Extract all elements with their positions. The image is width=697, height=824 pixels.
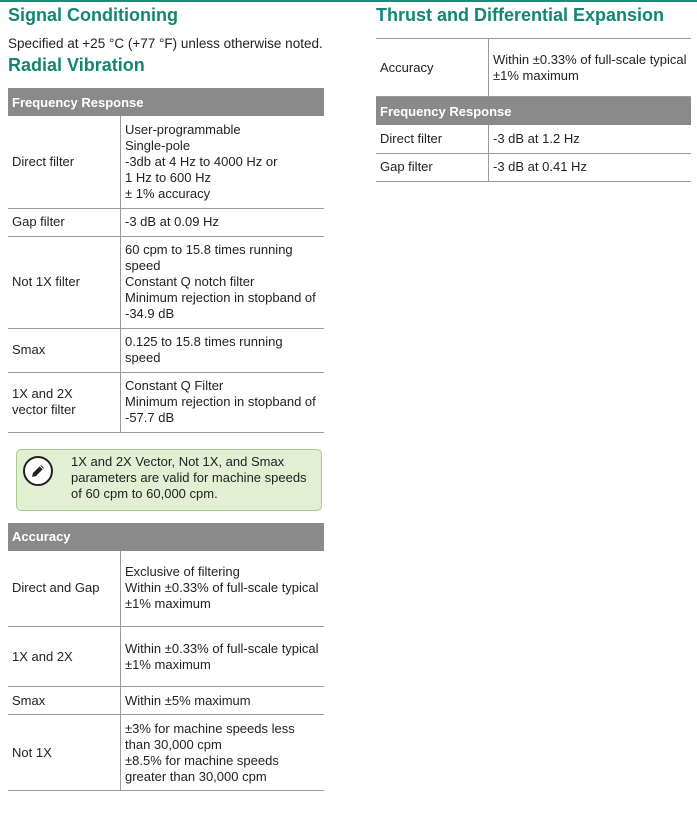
right-column	[376, 4, 691, 182]
thrust-table	[376, 38, 691, 182]
accuracy-table	[8, 523, 324, 792]
table-header: Frequency Response	[8, 88, 324, 116]
row-label: Direct filter	[376, 125, 489, 153]
row-value: 0.125 to 15.8 times running speed	[121, 328, 325, 372]
table-row	[8, 551, 324, 627]
section-heading-thrust: Thrust and Differential Expansion	[376, 5, 665, 25]
table-row	[8, 116, 324, 208]
row-label: Direct filter	[8, 116, 121, 208]
row-value: Within ±0.33% of full-scale typical ±1% maximum	[121, 627, 325, 687]
row-label: Gap filter	[8, 208, 121, 236]
row-label: Gap filter	[376, 153, 489, 181]
row-value: ±3% for machine speeds less than 30,000 cpm ±8.5% for machine speeds greater than 30,000 cpm	[121, 715, 325, 791]
pencil-icon	[23, 456, 53, 486]
table-row	[8, 236, 324, 328]
intro-text: Specified at +25 °C (+77 °F) unless otherwise noted.	[8, 36, 323, 51]
row-value: User-programmable Single-pole -3db at 4 Hz to 4000 Hz or 1 Hz to 600 Hz ± 1% accuracy	[121, 116, 325, 208]
row-value: -3 dB at 0.09 Hz	[121, 208, 325, 236]
table-row	[376, 125, 691, 153]
left-column	[8, 4, 324, 791]
table-row	[376, 39, 691, 97]
row-label: Direct and Gap	[8, 551, 121, 627]
row-value: Within ±5% maximum	[121, 687, 325, 715]
table-row	[8, 627, 324, 687]
row-value: -3 dB at 1.2 Hz	[489, 125, 692, 153]
row-label: Not 1X filter	[8, 236, 121, 328]
row-value: Within ±0.33% of full-scale typical ±1% maximum	[489, 39, 692, 97]
row-label: Smax	[8, 687, 121, 715]
row-value: Exclusive of filtering Within ±0.33% of full-scale typical ±1% maximum	[121, 551, 325, 627]
row-label: Accuracy	[376, 39, 489, 97]
table-row	[8, 208, 324, 236]
table-header: Frequency Response	[376, 97, 691, 126]
section-heading-signal-conditioning: Signal Conditioning	[8, 5, 178, 25]
table-row	[8, 715, 324, 791]
row-label: 1X and 2X	[8, 627, 121, 687]
table-row	[8, 328, 324, 372]
table-row	[376, 153, 691, 181]
row-label: Not 1X	[8, 715, 121, 791]
table-row	[8, 687, 324, 715]
top-rule	[0, 0, 697, 2]
row-label: Smax	[8, 328, 121, 372]
note-text: 1X and 2X Vector, Not 1X, and Smax parameters are valid for machine speeds of 60 cpm to 60,000 cpm.	[71, 453, 307, 501]
table-header: Accuracy	[8, 523, 324, 551]
section-heading-radial-vibration: Radial Vibration	[8, 55, 145, 75]
note-callout	[16, 449, 322, 511]
row-value: -3 dB at 0.41 Hz	[489, 153, 692, 181]
frequency-response-table	[8, 88, 324, 433]
table-row	[8, 372, 324, 432]
row-label: 1X and 2X vector filter	[8, 372, 121, 432]
row-value: 60 cpm to 15.8 times running speed Constant Q notch filter Minimum rejection in stopband of -34.9 dB	[121, 236, 325, 328]
row-value: Constant Q Filter Minimum rejection in stopband of -57.7 dB	[121, 372, 325, 432]
